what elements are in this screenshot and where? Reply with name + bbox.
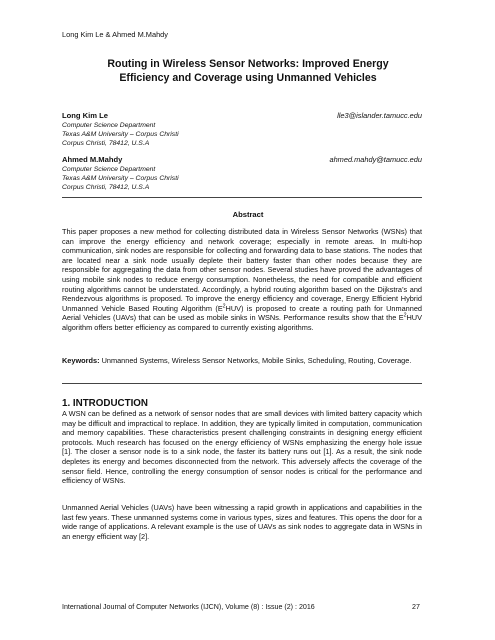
section-heading: 1. INTRODUCTION (62, 398, 148, 409)
author-affiliation-line: Corpus Christi, 78412, U.S.A (62, 140, 150, 147)
author-affiliation-line: Computer Science Department (62, 166, 156, 173)
keywords-text: Unmanned Systems, Wireless Sensor Networks, Mobile Sinks, Scheduling, Routing, Coverage. (101, 356, 412, 365)
title-line-1: Routing in Wireless Sensor Networks: Improved Energy (107, 58, 389, 70)
author-name: Long Kim Le (62, 111, 108, 120)
author-block-2 (62, 155, 422, 192)
abstract-text-part: HUV) is proposed to create a routing path for Unmanned Aerial Vehicles (UAVs) that can be used as mobile sinks in WSNs. Performance results show that the E (62, 303, 422, 323)
abstract-text (62, 227, 422, 333)
intro-paragraph-2: Unmanned Aerial Vehicles (UAVs) have been witnessing a rapid growth in applications and capabilities in the last few years. These unmanned systems come in various types, sizes and features. This opens the door for a wide range of applications. A relevant example is the use of UAVs as sink nodes to aggregate data in WSNs in an energy efficient way [2]. (62, 503, 422, 541)
abstract-heading: Abstract (232, 210, 264, 219)
divider-rule (62, 197, 422, 198)
footer-page-number: 27 (412, 603, 420, 611)
abstract-text-part: HUV algorithm offers better efficiency as compared to currently existing algorithms. (62, 313, 422, 332)
running-head: Long Kim Le & Ahmed M.Mahdy (62, 30, 168, 39)
paper-title (62, 57, 434, 85)
abstract-text-part: This paper proposes a new method for collecting distributed data in Wireless Sensor Networks (WSNs) that can improve the energy efficiency and network coverage; especially in remote areas. In multi-hop communication, sink nodes are responsible for collecting and forwarding data to base stations. The nodes that are located near a sink node usually deplete their battery faster than other nodes because they are responsible for aggregating the data from other sensor nodes. Several studies have proved the advantages of using mobile sink nodes to reduce energy consumption. Nonetheless, the need for compatible and efficient routing algorithms cannot be understated. Accordingly, a hybrid routing algorithm based on the Dijkstra’s and Rendezvous algorithms is proposed. To improve the energy efficiency and coverage, Energy Efficient Hybrid Unmanned Vehicle Based Routing Algorithm (E (62, 227, 422, 313)
author-affiliation-line: Computer Science Department (62, 122, 156, 129)
superscript: 2 (222, 303, 226, 310)
author-affiliation-line: Texas A&M University – Corpus Christi (62, 131, 179, 138)
intro-paragraph-1: A WSN can be defined as a network of sensor nodes that are small devices with limited battery capacity which may be difficult and impractical to replace. In addition, they are typically limited in computation, communication and memory capabilities. These characteristics present challenging constraints in designing energy efficient protocols. Much research has focused on the energy efficiency of WSNs emphasizing the energy hole issue [1]. The closer a sensor node is to a sink node, the faster its battery runs out [1]. As a result, the sink node depletes its energy and becomes disconnected from the network. This adversely affects the coverage of the sensor field. Hence, controlling the energy consumption of sensor nodes is critical for the performance and efficiency of WSNs. (62, 409, 422, 486)
author-block-1 (62, 111, 422, 148)
author-affiliation-line: Texas A&M University – Corpus Christi (62, 175, 179, 182)
footer-journal: International Journal of Computer Networks (IJCN), Volume (8) : Issue (2) : 2016 (62, 603, 315, 611)
author-affiliation-line: Corpus Christi, 78412, U.S.A (62, 184, 150, 191)
divider-rule (62, 383, 422, 384)
superscript: 2 (403, 312, 407, 319)
author-email[interactable]: lle3@islander.tamucc.edu (337, 111, 422, 120)
author-email[interactable]: ahmed.mahdy@tamucc.edu (329, 155, 422, 164)
keywords (62, 356, 422, 366)
title-line-2: Efficiency and Coverage using Unmanned Vehicles (119, 72, 377, 84)
author-name: Ahmed M.Mahdy (62, 155, 123, 164)
keywords-label: Keywords: (62, 356, 100, 365)
